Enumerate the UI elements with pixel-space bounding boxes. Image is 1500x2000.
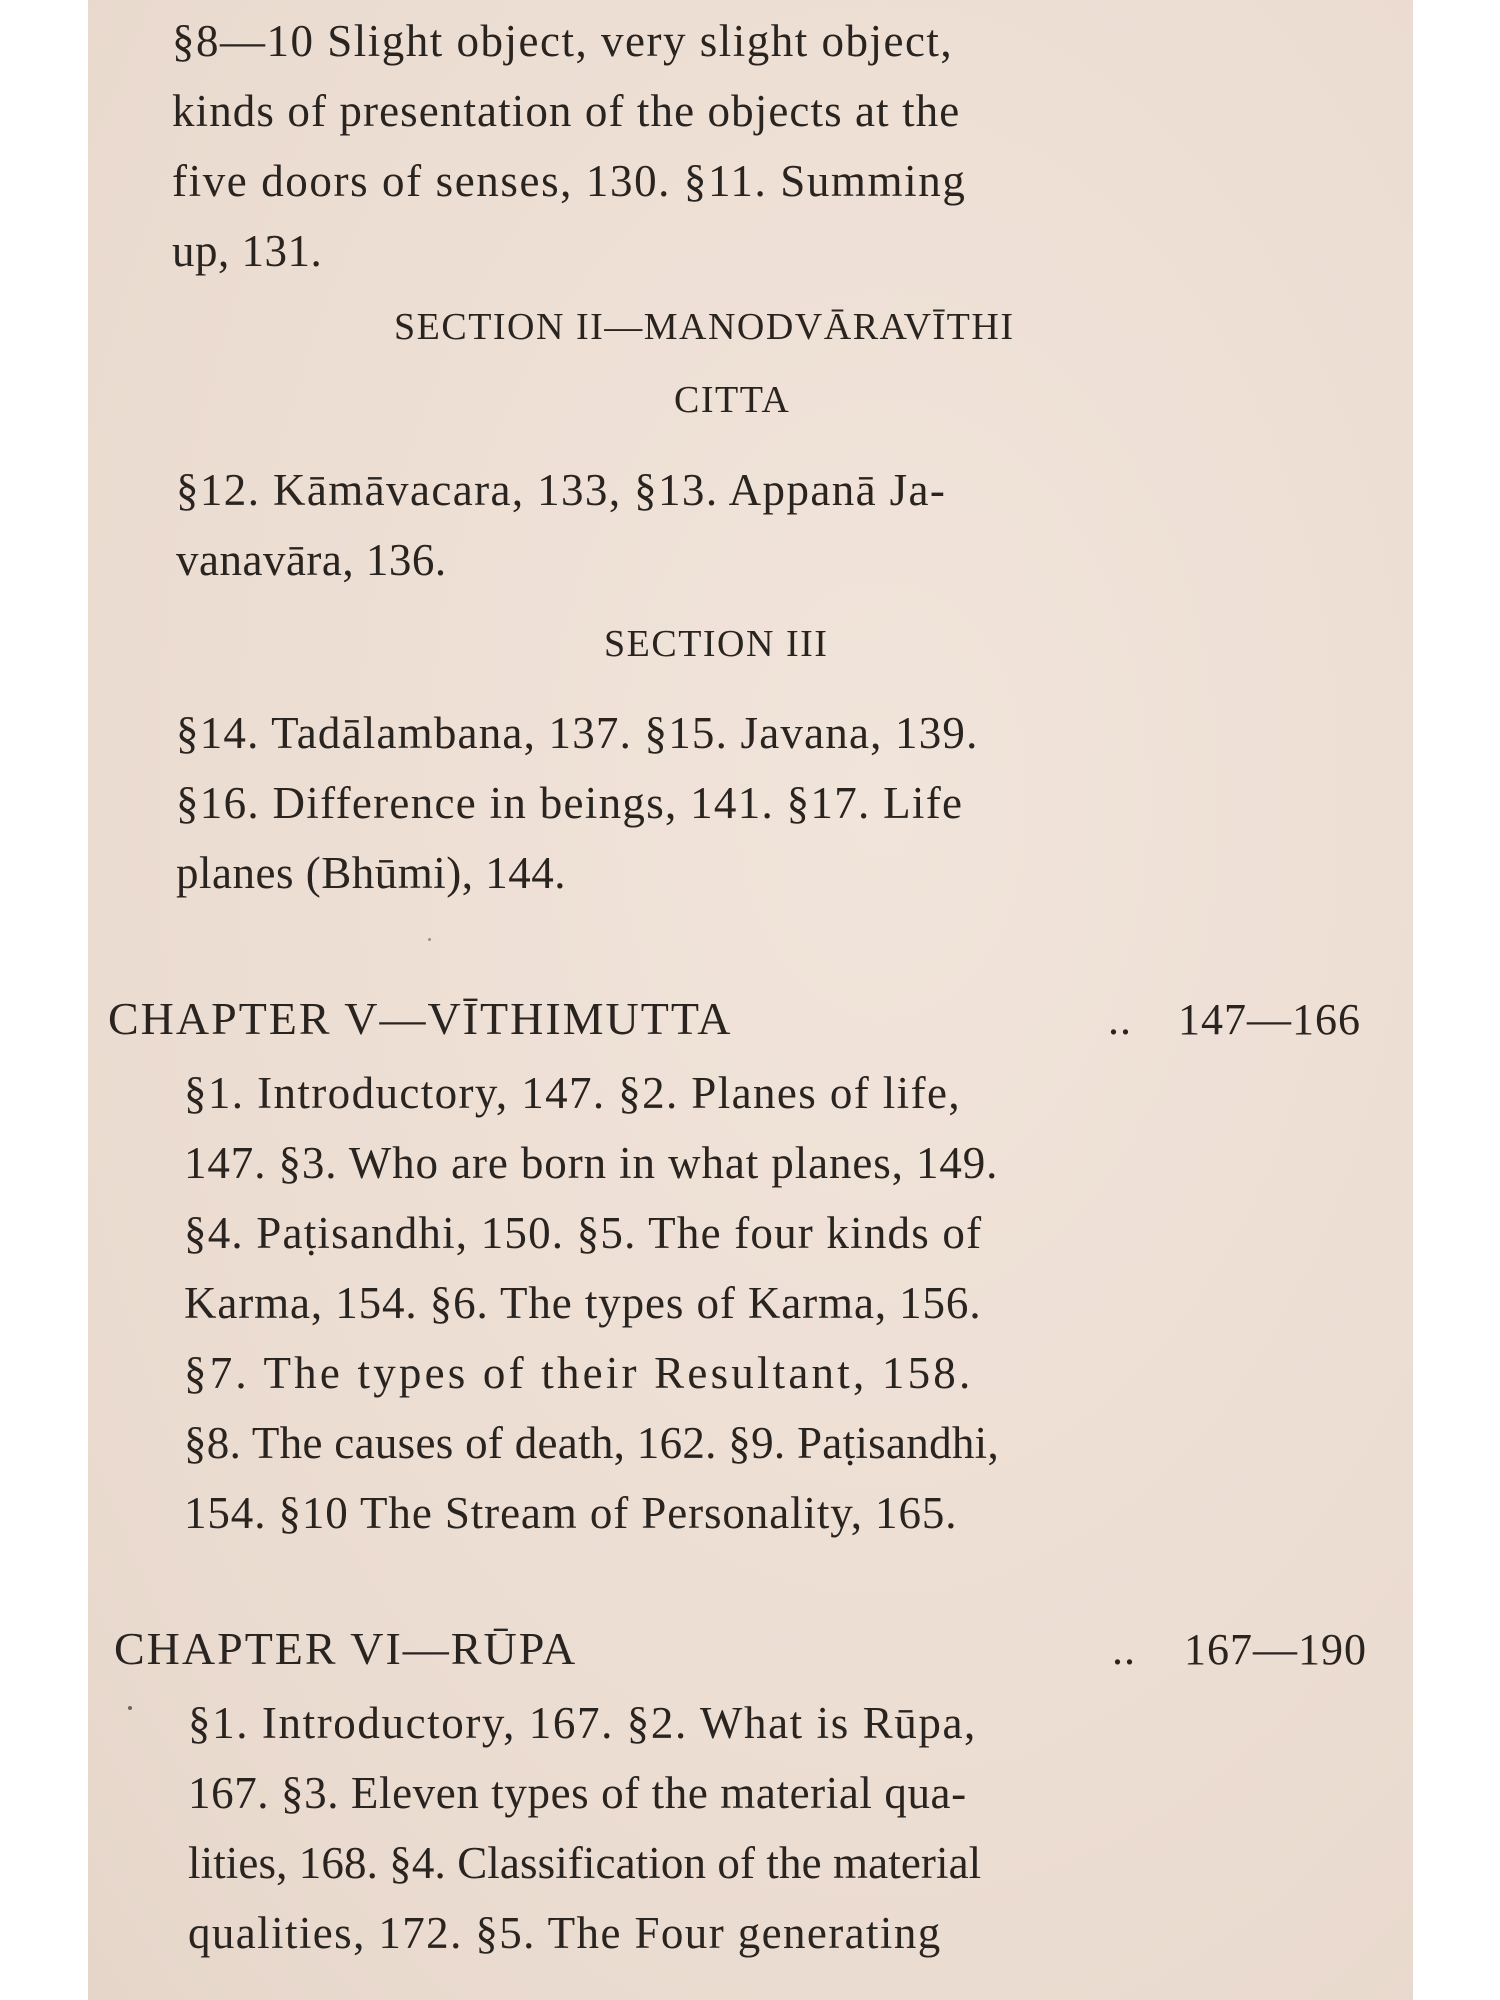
text-line: kinds of presentation of the objects at the bbox=[172, 86, 961, 136]
text-line: 167. §3. Eleven types of the material qua- bbox=[188, 1768, 967, 1818]
section-2-subheading: CITTA bbox=[674, 379, 791, 421]
chapter-5-title: CHAPTER V—VĪTHIMUTTA bbox=[108, 993, 733, 1044]
book-page bbox=[88, 0, 1413, 2000]
text-line: §4. Paṭisandhi, 150. §5. The four kinds of bbox=[184, 1208, 983, 1258]
text-line: §8—10 Slight object, very slight object, bbox=[172, 16, 954, 66]
text-line: §1. Introductory, 147. §2. Planes of life, bbox=[184, 1068, 961, 1118]
text-line: §8. The causes of death, 162. §9. Paṭisandhi, bbox=[184, 1418, 1000, 1468]
paper-speck bbox=[428, 938, 431, 941]
chapter-6-page-range: 167—190 bbox=[1184, 1625, 1367, 1674]
chapter-5-leader: .. bbox=[1108, 995, 1132, 1044]
section-2-heading: SECTION II—MANODVĀRAVĪTHI bbox=[394, 306, 1015, 348]
text-line: qualities, 172. §5. The Four generating bbox=[188, 1908, 942, 1958]
text-line: 147. §3. Who are born in what planes, 149. bbox=[184, 1138, 999, 1188]
text-line: 154. §10 The Stream of Personality, 165. bbox=[184, 1488, 958, 1538]
text-line: §14. Tadālambana, 137. §15. Javana, 139. bbox=[176, 708, 979, 758]
chapter-5-page-range: 147—166 bbox=[1178, 995, 1361, 1044]
text-line: five doors of senses, 130. §11. Summing bbox=[172, 156, 967, 206]
text-line: Karma, 154. §6. The types of Karma, 156. bbox=[184, 1278, 982, 1328]
text-line: §1. Introductory, 167. §2. What is Rūpa, bbox=[188, 1698, 977, 1748]
text-line: §12. Kāmāvacara, 133, §13. Appanā Ja- bbox=[176, 465, 947, 515]
text-line: up, 131. bbox=[172, 226, 323, 276]
toc-entry-block-1 bbox=[172, 6, 1232, 286]
toc-entry-section-3 bbox=[176, 698, 1236, 908]
text-line: §16. Difference in beings, 141. §17. Life bbox=[176, 778, 964, 828]
section-3-heading: SECTION III bbox=[604, 623, 829, 665]
paper-speck bbox=[128, 1706, 132, 1710]
text-line: vanavāra, 136. bbox=[176, 535, 447, 585]
text-line: planes (Bhūmi), 144. bbox=[176, 848, 566, 898]
toc-entry-section-2 bbox=[176, 455, 1236, 595]
toc-entry-chapter-5 bbox=[184, 1058, 1264, 1548]
toc-entry-chapter-6 bbox=[188, 1688, 1268, 1968]
text-line: lities, 168. §4. Classification of the material bbox=[188, 1838, 982, 1888]
text-line: §7. The types of their Resultant, 158. bbox=[184, 1348, 974, 1398]
chapter-6-title: CHAPTER VI—RŪPA bbox=[114, 1623, 578, 1674]
chapter-6-leader: .. bbox=[1112, 1625, 1136, 1674]
